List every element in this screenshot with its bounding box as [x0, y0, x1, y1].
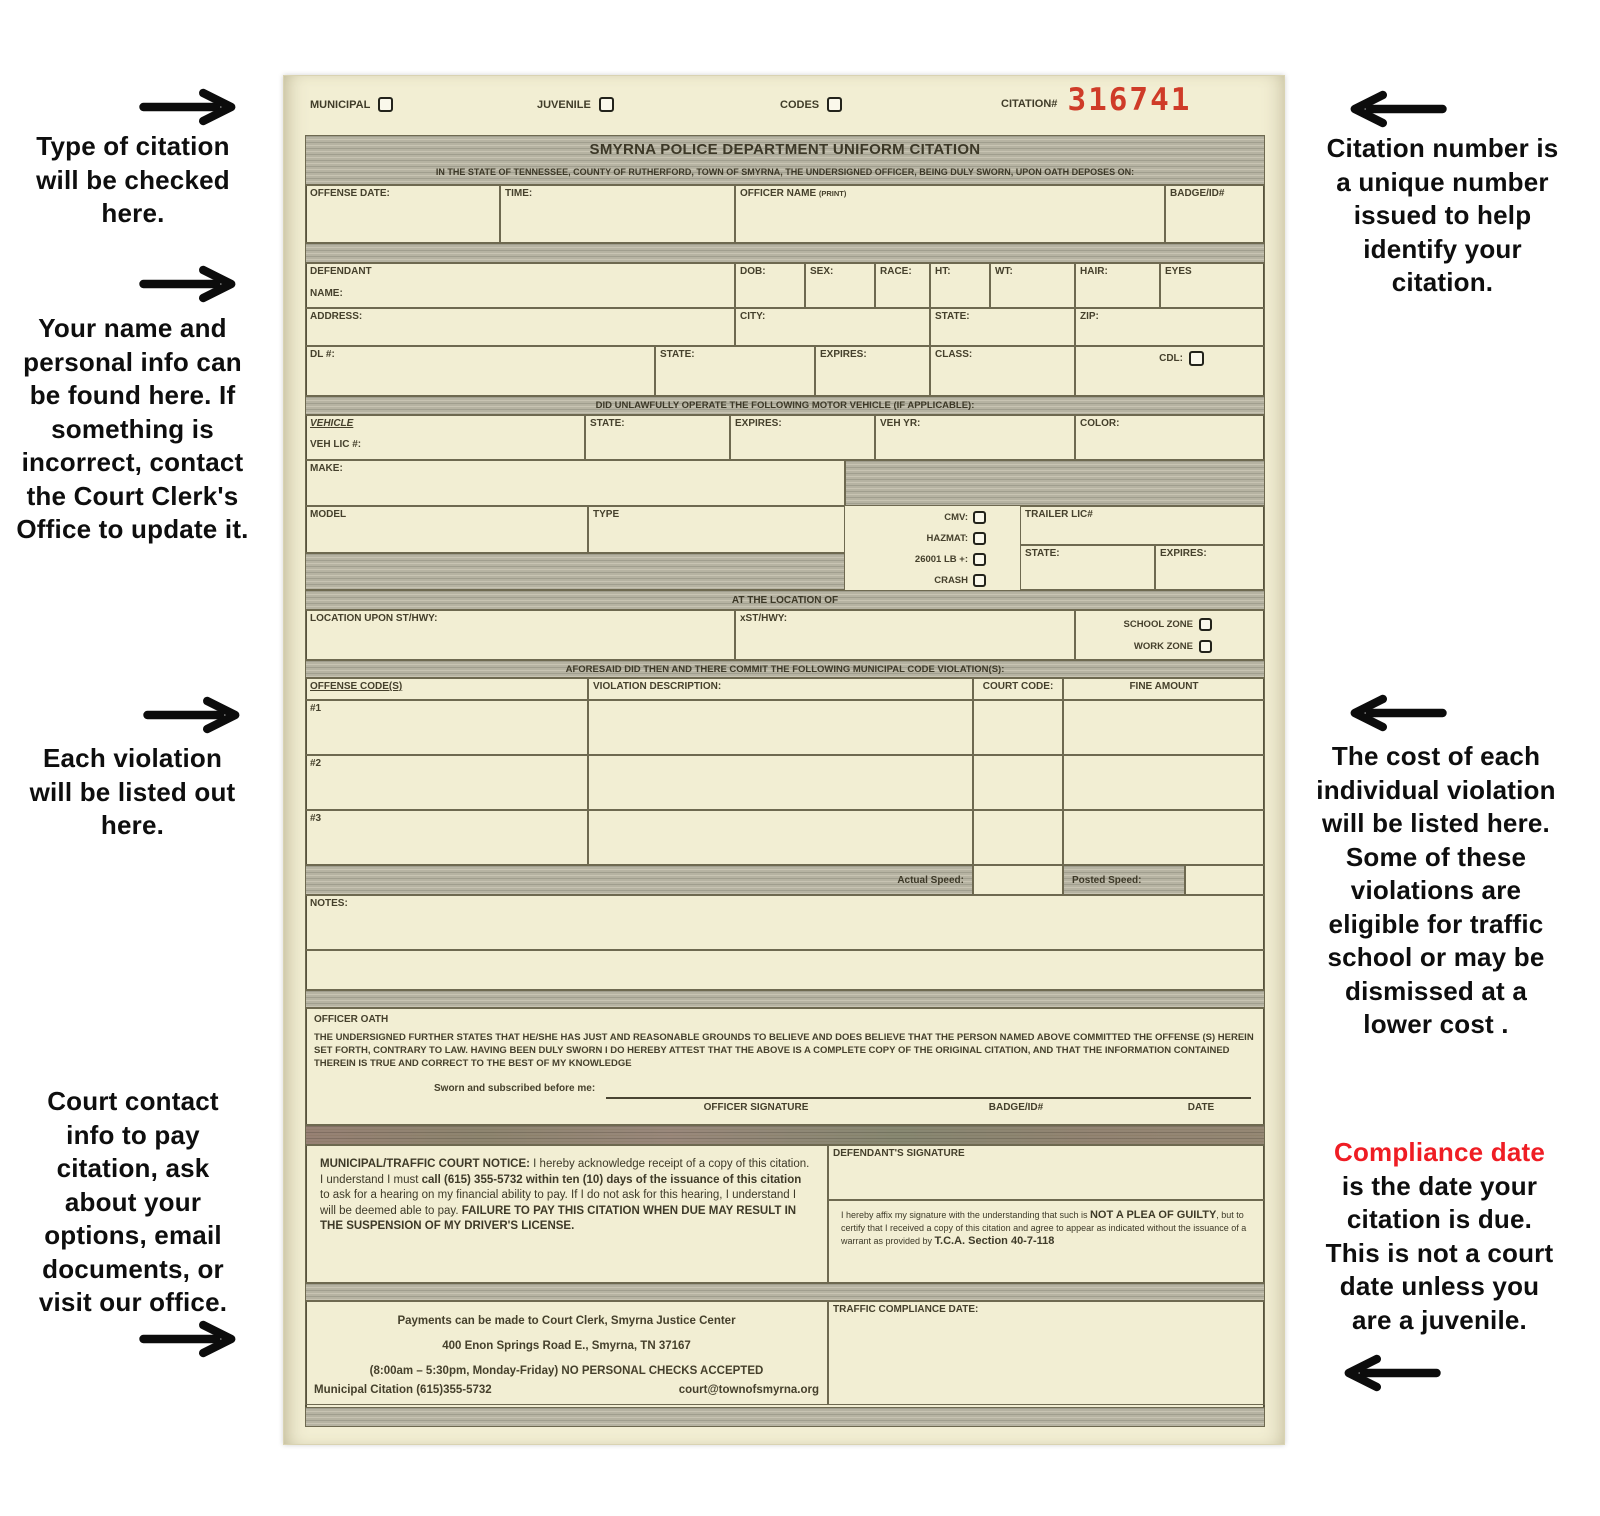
- officer-oath-text: THE UNDERSIGNED FURTHER STATES THAT HE/SHE HAS JUST AND REASONABLE GROUNDS TO BELIEVE AND DOES BELIEVE THAT THE PERSON NAMED ABOVE COMMITTED THE OFFENSE (S) HEREIN SET FORTH, CONTRARY TO LAW. HAVING BEEN DULY SWORN I DO HEREBY ATTEST THAT THE ABOVE IS A COMPLETE COPY OF THE ORIGINAL CITATION, AND THAT THE INFORMATION CONTAINED THEREIN IS TRUE AND CORRECT TO THE BEST OF MY KNOWLEDGE: [314, 1032, 1254, 1069]
- divider-band-4: [305, 1283, 1265, 1301]
- cdl-field: CDL:: [1075, 346, 1265, 396]
- municipal-checkbox: [378, 97, 393, 112]
- city-field: CITY:: [735, 308, 930, 346]
- height-field: HT:: [930, 263, 990, 308]
- 26001lb-checkbox: [973, 553, 986, 566]
- annotation-citation-number: Citation number is a unique number issued to help identify your citation.: [1326, 133, 1559, 297]
- arrow-left-icon: [1338, 88, 1450, 130]
- citation-number-group: [1001, 82, 1192, 118]
- work-zone-checkbox: [1199, 640, 1212, 653]
- payment-line-3: (8:00am – 5:30pm, Monday-Friday) NO PERSONAL CHECKS ACCEPTED: [369, 1365, 764, 1377]
- posted-speed-label-band: Posted Speed:: [1063, 865, 1185, 895]
- arrow-right-icon: [136, 263, 248, 305]
- zip-field: ZIP:: [1075, 308, 1265, 346]
- actual-speed-label-band: Actual Speed:: [305, 865, 973, 895]
- officer-signature-line: [606, 1069, 1251, 1099]
- violation-3-description: [588, 810, 973, 865]
- vehicle-state-field: STATE:: [585, 415, 730, 460]
- location-banner: AT THE LOCATION OF: [305, 590, 1265, 610]
- court-code-header: COURT CODE:: [973, 678, 1063, 700]
- codes-checkbox: [827, 97, 842, 112]
- crash-checkbox: [973, 574, 986, 587]
- juvenile-label: JUVENILE: [537, 98, 591, 111]
- trailer-license-field: TRAILER LIC#: [1020, 506, 1265, 545]
- court-notice: MUNICIPAL/TRAFFIC COURT NOTICE: I hereby acknowledge receipt of a copy of this citation. I understand I must call (615) 355-5732 within ten (10) days of the issuance of this citation to ask for a hearing on my financial ability to pay. If I do not ask for this hearing, I understand I will be deemed able to pay. FAILURE TO PAY THIS CITATION WHEN DUE MAY RESULT IN THE SUSPENSION OF MY DRIVER'S LICENSE.: [305, 1145, 828, 1283]
- vehicle-model-field: MODEL: [305, 506, 588, 553]
- location-street-field: LOCATION UPON ST/HWY:: [305, 610, 735, 660]
- hazmat-checkbox: [973, 532, 986, 545]
- citation-form-scan: [283, 75, 1285, 1445]
- weight-field: WT:: [990, 263, 1075, 308]
- form-title: SMYRNA POLICE DEPARTMENT UNIFORM CITATION: [589, 141, 981, 158]
- state-field: STATE:: [930, 308, 1075, 346]
- race-field: RACE:: [875, 263, 930, 308]
- vehicle-banner: DID UNLAWFULLY OPERATE THE FOLLOWING MOTOR VEHICLE (IF APPLICABLE):: [305, 396, 1265, 415]
- annotation-violations-list: Each violation will be listed out here.: [29, 743, 236, 840]
- violation-3-court-code: [973, 810, 1063, 865]
- violation-1-fine: [1063, 700, 1265, 755]
- time-field: TIME:: [500, 185, 735, 243]
- payment-phone: Municipal Citation (615)355-5732: [314, 1384, 492, 1396]
- trailer-state-field: STATE:: [1020, 545, 1155, 590]
- court-email: court@townofsmyrna.org: [678, 1384, 819, 1396]
- arrow-right-icon: [140, 694, 252, 736]
- codes-label: CODES: [780, 98, 820, 111]
- form-header-band: [305, 135, 1265, 185]
- oath-badge-id-label: BADGE/ID#: [988, 1102, 1044, 1113]
- school-zone-checkbox: [1199, 618, 1212, 631]
- hair-field: HAIR:: [1075, 263, 1160, 308]
- trailer-expires-field: EXPIRES:: [1155, 545, 1265, 590]
- violation-2-fine: [1063, 755, 1265, 810]
- violation-1-code: #1: [305, 700, 588, 755]
- payment-info: [305, 1301, 828, 1405]
- officer-oath-title: OFFICER OATH: [314, 1014, 389, 1025]
- citation-number-value: 316741: [1067, 82, 1192, 118]
- address-field: ADDRESS:: [305, 308, 735, 346]
- offense-date-field: OFFENSE DATE:: [305, 185, 500, 243]
- arrow-right-icon: [136, 86, 248, 128]
- zone-flags: SCHOOL ZONE WORK ZONE: [1075, 610, 1265, 660]
- municipal-label: MUNICIPAL: [310, 98, 371, 111]
- shaded-area-2: [305, 553, 845, 590]
- arrow-right-icon: [136, 1318, 248, 1360]
- defendant-name-field: DEFENDANT NAME:: [305, 263, 735, 308]
- divider-band-5: [305, 1407, 1265, 1427]
- dl-state-field: STATE:: [655, 346, 815, 396]
- vehicle-color-field: COLOR:: [1075, 415, 1265, 460]
- sworn-label: Sworn and subscribed before me:: [434, 1083, 596, 1094]
- annotation-fine-cost: The cost of each individual violation will be listed here. Some of these violations are eligible for traffic school or may be dismissed at a lower cost .: [1316, 741, 1556, 1039]
- notes-field: NOTES:: [305, 895, 1265, 950]
- municipal-checkbox-group: [310, 97, 393, 112]
- eyes-field: EYES: [1160, 263, 1265, 308]
- cross-street-field: xST/HWY:: [735, 610, 1075, 660]
- vehicle-expires-field: EXPIRES:: [730, 415, 875, 460]
- compliance-date-highlight: Compliance date: [1333, 1137, 1546, 1167]
- cmv-checkbox: [973, 511, 986, 524]
- violation-3-code: #3: [305, 810, 588, 865]
- annotation-personal-info: Your name and personal info can be found here. If something is incorrect, contact the Court Clerk's Office to update it.: [16, 313, 249, 544]
- juvenile-checkbox: [599, 97, 614, 112]
- violation-2-description: [588, 755, 973, 810]
- violation-3-fine: [1063, 810, 1265, 865]
- shaded-area-1: [845, 460, 1265, 506]
- dl-class-field: CLASS:: [930, 346, 1075, 396]
- fine-amount-header: FINE AMOUNT: [1063, 678, 1265, 700]
- dl-number-field: DL #:: [305, 346, 655, 396]
- officer-name-field: OFFICER NAME (PRINT): [735, 185, 1165, 243]
- codes-checkbox-group: [780, 97, 842, 112]
- payment-line-1: Payments can be made to Court Clerk, Smyrna Justice Center: [397, 1315, 736, 1327]
- vehicle-make-field: MAKE:: [305, 460, 845, 506]
- actual-speed-field: [973, 865, 1063, 895]
- violation-1-court-code: [973, 700, 1063, 755]
- traffic-compliance-date-field: TRAFFIC COMPLIANCE DATE:: [828, 1301, 1265, 1405]
- divider-band-2: [305, 990, 1265, 1008]
- citation-number-label: CITATION#: [1001, 98, 1058, 110]
- cdl-checkbox: [1189, 351, 1204, 366]
- vehicle-type-field: TYPE: [588, 506, 845, 553]
- officer-oath-section: [305, 1008, 1265, 1125]
- vehicle-license-field: VEHICLE VEH LIC #:: [305, 415, 585, 460]
- not-a-plea-notice: I hereby affix my signature with the understanding that such is NOT A PLEA OF GUILTY, but to certify that I received a copy of this citation and agree to appear as indicated without the issuance of a warrant as provided by T.C.A. Section 40-7-118: [828, 1200, 1265, 1283]
- oath-date-label: DATE: [1187, 1102, 1215, 1113]
- juvenile-checkbox-group: [537, 97, 614, 112]
- payment-line-2: 400 Enon Springs Road E., Smyrna, TN 37167: [442, 1340, 691, 1352]
- vehicle-year-field: VEH YR:: [875, 415, 1075, 460]
- annotation-citation-type: Type of citation will be checked here.: [36, 131, 230, 228]
- sex-field: SEX:: [805, 263, 875, 308]
- annotation-court-contact: Court contact info to pay citation, ask about your options, email documents, or visit our office.: [38, 1086, 228, 1317]
- divider-band-3: [305, 1125, 1265, 1145]
- print-note: (PRINT): [818, 189, 847, 198]
- divider-band-1: [305, 243, 1265, 263]
- offense-codes-header: OFFENSE CODE(S): [305, 678, 588, 700]
- arrow-left-icon: [1332, 1352, 1444, 1394]
- badge-id-field: BADGE/ID#: [1165, 185, 1265, 243]
- notes-extra-field: [305, 950, 1265, 990]
- violation-1-description: [588, 700, 973, 755]
- violation-description-header: VIOLATION DESCRIPTION:: [588, 678, 973, 700]
- dob-field: DOB:: [735, 263, 805, 308]
- vehicle-flags: CMV: HAZMAT: 26001 LB +: CRASH: [845, 506, 1020, 590]
- officer-signature-label: OFFICER SIGNATURE: [703, 1102, 809, 1113]
- form-subtitle: IN THE STATE OF TENNESSEE, COUNTY OF RUTHERFORD, TOWN OF SMYRNA, THE UNDERSIGNED OFFICER, BEING DULY SWORN, UPON OATH DEPOSES ON:: [435, 167, 1135, 177]
- violation-2-code: #2: [305, 755, 588, 810]
- posted-speed-field: [1185, 865, 1265, 895]
- defendant-signature-field: DEFENDANT'S SIGNATURE: [828, 1145, 1265, 1200]
- annotation-compliance-date: Compliance date is the date your citation is due. This is not a court date unless you are a juvenile.: [1325, 1137, 1554, 1335]
- violations-banner: AFORESAID DID THEN AND THERE COMMIT THE FOLLOWING MUNICIPAL CODE VIOLATION(S):: [305, 660, 1265, 678]
- dl-expires-field: EXPIRES:: [815, 346, 930, 396]
- violation-2-court-code: [973, 755, 1063, 810]
- arrow-left-icon: [1338, 692, 1450, 734]
